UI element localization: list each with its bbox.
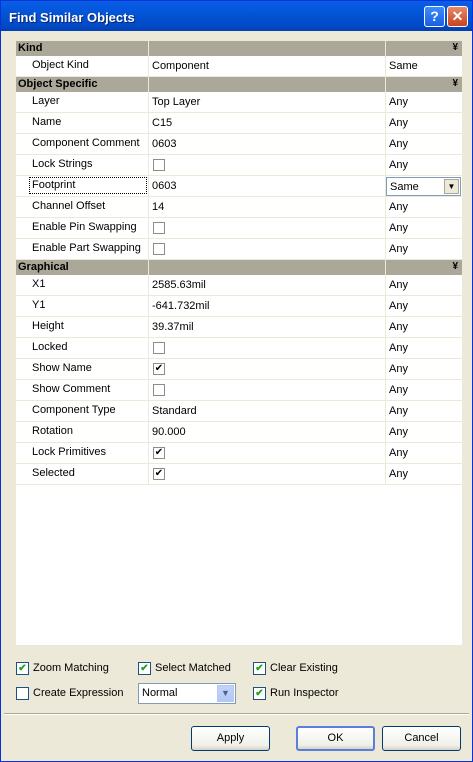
- check-icon: ✔: [154, 468, 164, 479]
- property-value-field[interactable]: [149, 318, 384, 336]
- match-value: Any: [389, 447, 408, 459]
- property-label: X1: [32, 278, 46, 290]
- match-cell[interactable]: [386, 318, 462, 336]
- section-header-object-specific[interactable]: [16, 77, 462, 92]
- match-value: Any: [389, 201, 408, 213]
- property-row: [16, 443, 462, 464]
- chevron-down-icon[interactable]: ▼: [217, 685, 234, 702]
- run-inspector-label: Run Inspector: [270, 687, 339, 699]
- match-cell[interactable]: [386, 423, 462, 441]
- property-row: [16, 296, 462, 317]
- match-value: Any: [389, 279, 408, 291]
- window-title: Find Similar Objects: [9, 10, 135, 25]
- match-cell[interactable]: [386, 198, 462, 216]
- property-row: [16, 56, 462, 77]
- match-cell[interactable]: [386, 381, 462, 399]
- match-value: Any: [389, 159, 408, 171]
- match-value: Any: [389, 405, 408, 417]
- section-title: Graphical: [18, 261, 69, 273]
- double-chevron-icon[interactable]: ¥: [452, 78, 458, 89]
- match-cell[interactable]: [386, 297, 462, 315]
- match-cell[interactable]: [386, 114, 462, 132]
- property-value-field[interactable]: [149, 402, 384, 420]
- property-row: [16, 401, 462, 422]
- property-value: Top Layer: [152, 96, 201, 108]
- property-value-field[interactable]: [149, 198, 384, 216]
- property-label: Height: [32, 320, 64, 332]
- match-value: Same: [389, 60, 418, 72]
- property-row: [16, 359, 462, 380]
- property-label: Component Comment: [32, 137, 140, 149]
- property-value-field: [149, 219, 384, 237]
- double-chevron-icon[interactable]: ¥: [452, 42, 458, 53]
- cancel-button[interactable]: Cancel: [382, 726, 461, 751]
- property-label: Selected: [32, 467, 75, 479]
- match-value: Any: [389, 243, 408, 255]
- property-value-field: [149, 444, 384, 462]
- property-row: [16, 239, 462, 260]
- property-row: [16, 317, 462, 338]
- match-value: Any: [389, 96, 408, 108]
- section-title: Kind: [18, 42, 43, 54]
- property-value-field[interactable]: [149, 93, 384, 111]
- properties-grid: [16, 41, 462, 645]
- property-label: Enable Pin Swapping: [32, 221, 137, 233]
- select-matched-label: Select Matched: [155, 662, 231, 674]
- zoom-matching-label: Zoom Matching: [33, 662, 109, 674]
- property-value: 90.000: [152, 426, 186, 438]
- check-icon: ✔: [154, 363, 164, 374]
- property-row: [16, 422, 462, 443]
- match-value: Same: [390, 181, 419, 193]
- property-checkbox[interactable]: [153, 243, 165, 255]
- match-cell[interactable]: [386, 402, 462, 420]
- match-cell[interactable]: [386, 339, 462, 357]
- property-value: 2585.63mil: [152, 279, 206, 291]
- property-label: Locked: [32, 341, 68, 353]
- match-cell[interactable]: [386, 57, 462, 75]
- property-label: Name: [32, 116, 62, 128]
- match-value: Any: [389, 384, 408, 396]
- grid-divider: [385, 41, 386, 485]
- property-row: [16, 380, 462, 401]
- zoom-matching-check-icon: ✔: [16, 662, 29, 675]
- property-row: [16, 155, 462, 176]
- property-value-field[interactable]: [149, 276, 384, 294]
- property-value: 39.37mil: [152, 321, 194, 333]
- property-checkbox[interactable]: [153, 384, 165, 396]
- match-value: Any: [389, 222, 408, 234]
- property-checkbox[interactable]: [153, 159, 165, 171]
- property-row: [16, 464, 462, 485]
- mode-select-value: Normal: [142, 687, 178, 699]
- property-label: Rotation: [32, 425, 73, 437]
- match-value: Any: [389, 321, 408, 333]
- property-label: Object Kind: [32, 59, 89, 71]
- property-row: [16, 92, 462, 113]
- match-value: Any: [389, 363, 408, 375]
- create-expression-label: Create Expression: [33, 687, 124, 699]
- match-cell[interactable]: [386, 240, 462, 258]
- property-label: Show Comment: [32, 383, 111, 395]
- property-value-field: [149, 381, 384, 399]
- match-cell[interactable]: [386, 135, 462, 153]
- property-label: Lock Strings: [32, 158, 93, 170]
- property-value-field: [149, 360, 384, 378]
- property-label: Channel Offset: [32, 200, 106, 212]
- property-checkbox[interactable]: [153, 342, 165, 354]
- match-cell[interactable]: [386, 156, 462, 174]
- match-cell[interactable]: [386, 360, 462, 378]
- dialog-client: [4, 31, 469, 759]
- property-value-field[interactable]: [149, 57, 384, 75]
- property-checkbox[interactable]: [153, 363, 165, 375]
- match-cell[interactable]: [386, 444, 462, 462]
- property-row: [16, 338, 462, 359]
- property-row: [16, 275, 462, 296]
- property-label: Layer: [32, 95, 60, 107]
- grid-divider: [148, 41, 149, 485]
- property-value-field: [149, 240, 384, 258]
- match-value: Any: [389, 468, 408, 480]
- property-value: Standard: [152, 405, 197, 417]
- clear-existing-check-icon: ✔: [253, 662, 266, 675]
- match-cell[interactable]: [386, 219, 462, 237]
- section-header-kind[interactable]: [16, 41, 462, 56]
- property-row: [16, 197, 462, 218]
- property-value-field: [149, 156, 384, 174]
- property-row: [16, 176, 462, 197]
- property-label: Y1: [32, 299, 46, 311]
- help-button[interactable]: ?: [424, 6, 445, 27]
- property-label: Enable Part Swapping: [32, 242, 141, 254]
- match-cell[interactable]: [386, 465, 462, 483]
- create-expression-check-icon: [16, 687, 29, 700]
- match-select[interactable]: [386, 177, 461, 196]
- property-value-field[interactable]: [149, 177, 384, 195]
- match-value: Any: [389, 342, 408, 354]
- property-row: [16, 218, 462, 239]
- mode-select[interactable]: [138, 683, 236, 704]
- property-value: Component: [152, 60, 209, 72]
- property-value-field[interactable]: [149, 297, 384, 315]
- match-cell[interactable]: [386, 276, 462, 294]
- close-button[interactable]: ✕: [447, 6, 468, 27]
- chevron-down-icon[interactable]: ▼: [444, 179, 459, 194]
- property-checkbox[interactable]: [153, 222, 165, 234]
- ok-button[interactable]: OK: [296, 726, 375, 751]
- property-value-field: [149, 465, 384, 483]
- match-cell[interactable]: [386, 93, 462, 111]
- separator: [4, 713, 469, 715]
- property-row: [16, 113, 462, 134]
- property-row: [16, 134, 462, 155]
- property-label: Lock Primitives: [32, 446, 106, 458]
- property-value: C15: [152, 117, 173, 129]
- property-value: 14: [152, 201, 165, 213]
- property-label: Component Type: [32, 404, 116, 416]
- property-value-field[interactable]: [149, 114, 384, 132]
- select-matched-check-icon: ✔: [138, 662, 151, 675]
- section-title: Object Specific: [18, 78, 98, 90]
- property-checkbox[interactable]: [153, 468, 165, 480]
- property-value-field[interactable]: [149, 135, 384, 153]
- apply-button[interactable]: Apply: [191, 726, 270, 751]
- property-label: Footprint: [32, 179, 76, 191]
- property-value: -641.732mil: [152, 300, 210, 312]
- match-value: Any: [389, 426, 408, 438]
- property-value: 0603: [152, 180, 177, 192]
- run-inspector-check-icon: ✔: [253, 687, 266, 700]
- match-value: Any: [389, 117, 408, 129]
- match-value: Any: [389, 138, 408, 150]
- property-checkbox[interactable]: [153, 447, 165, 459]
- property-value-field[interactable]: [149, 423, 384, 441]
- property-value-field: [149, 339, 384, 357]
- check-icon: ✔: [154, 447, 164, 458]
- double-chevron-icon[interactable]: ¥: [452, 261, 458, 272]
- clear-existing-label: Clear Existing: [270, 662, 338, 674]
- property-value: 0603: [152, 138, 177, 150]
- match-value: Any: [389, 300, 408, 312]
- title-bar: [1, 1, 472, 31]
- property-label: Show Name: [32, 362, 92, 374]
- section-header-graphical[interactable]: [16, 260, 462, 275]
